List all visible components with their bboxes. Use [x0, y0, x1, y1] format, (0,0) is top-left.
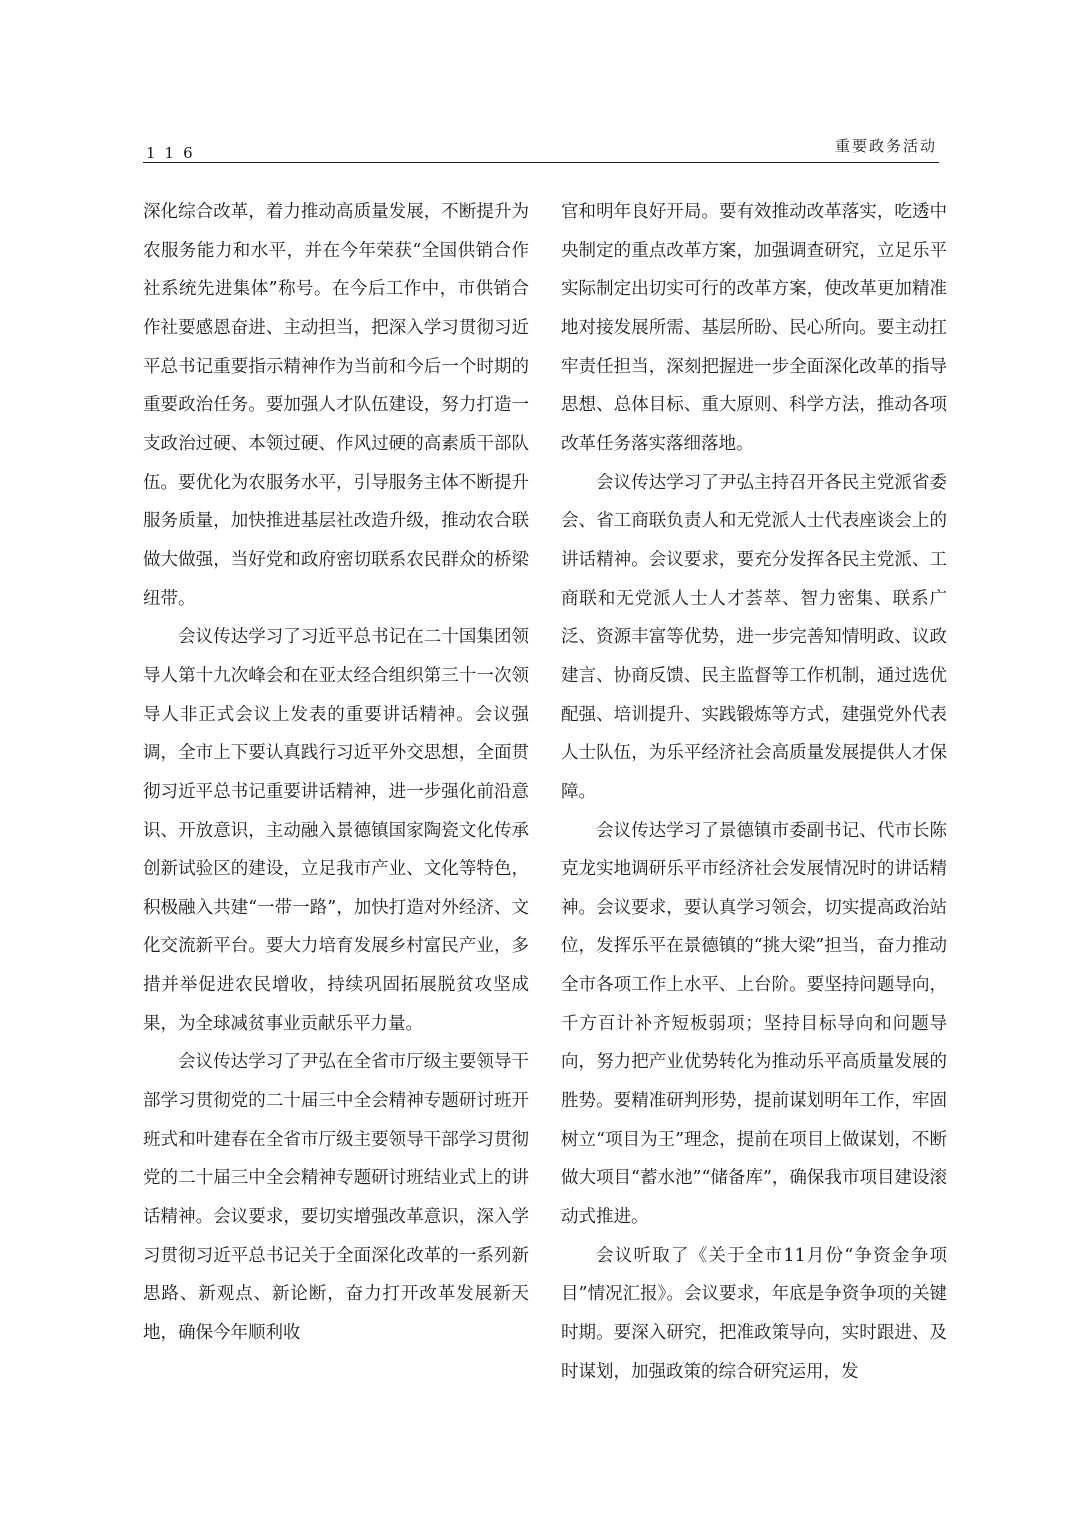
running-header	[143, 134, 939, 163]
section-title: 重要政务活动	[834, 137, 937, 155]
left-column	[143, 193, 529, 1353]
paragraph-democratic-parties: 会议传达学习了尹弘主持召开各民主党派省委会、省工商联负责人和无党派人士代表座谈会上的讲话精神。会议要求，要充分发挥各民主党派、工商联和无党派人士人才荟萃、智力密集、联系广泛、资源丰富等优势，进一步完善知情明政、议政建言、协商反馈、民主监督等工作机制，通过选优配强、培训提升、实践锻炼等方式，建强党外代表人士队伍，为乐平经济社会高质量发展提供人才保障。	[561, 472, 947, 802]
paragraph-funding-report: 会议听取了《关于全市11月份“争资金争项目”情况汇报》。会议要求，年底是争资争项的关键时期。要深入研究，把准政策导向，实时跟进、及时谋划，加强政策的综合研究运用，发	[561, 1245, 947, 1382]
page-number: 116	[146, 144, 202, 162]
paragraph-continued: 深化综合改革，着力推动高质量发展，不断提升为农服务能力和水平，并在今年荣获“全国供销合作社系统先进集体”称号。在今后工作中，市供销合作社要感恩奋进、主动担当，把深入学习贯彻习近平总书记重要指示精神作为当前和今后一个时期的重要政治任务。要加强人才队伍建设，努力打造一支政治过硬、本领过硬、作风过硬的高素质干部队伍。要优化为农服务水平，引导服务主体不断提升服务质量，加快推进基层社改造升级，推动农合联做大做强，当好党和政府密切联系农民群众的桥梁纽带。	[143, 202, 529, 609]
right-column	[561, 193, 947, 1391]
paragraph-g20-apec: 会议传达学习了习近平总书记在二十国集团领导人第十九次峰会和在亚太经合组织第三十一次领导人非正式会议上发表的重要讲话精神。会议强调，全市上下要认真践行习近平外交思想，全面贯彻习近平总书记重要讲话精神，进一步强化前沿意识、开放意识，主动融入景德镇国家陶瓷文化传承创新试验区的建设，立足我市产业、文化等特色，积极融入共建“一带一路”，加快打造对外经济、文化交流新平台。要大力培育发展乡村富民产业，多措并举促进农民增收，持续巩固拓展脱贫攻坚成果，为全球减贫事业贡献乐平力量。	[143, 627, 529, 1034]
paragraph-chen-kelong-visit: 会议传达学习了景德镇市委副书记、代市长陈克龙实地调研乐平市经济社会发展情况时的讲话精神。会议要求，要认真学习领会，切实提高政治站位，发挥乐平在景德镇的“挑大梁”担当，奋力推动全市各项工作上水平、上台阶。要坚持问题导向，千方百计补齐短板弱项；坚持目标导向和问题导向，努力把产业优势转化为推动乐平高质量发展的胜势。要精准研判形势，提前谋划明年工作，牢固树立“项目为王”理念，提前在项目上做谋划，不断做大项目“蓄水池”“储备库”，确保我市项目建设滚动式推进。	[561, 820, 947, 1228]
paragraph-continued: 官和明年良好开局。要有效推动改革落实，吃透中央制定的重点改革方案，加强调查研究，立足乐平实际制定出切实可行的改革方案，使改革更加精准地对接发展所需、基层所盼、民心所向。要主动扛牢责任担当，深刻把握进一步全面深化改革的指导思想、总体目标、重大原则、科学方法，推动各项改革任务落实落细落地。	[561, 202, 947, 454]
paragraph-reform-seminar: 会议传达学习了尹弘在全省市厅级主要领导干部学习贯彻党的二十届三中全会精神专题研讨班开班式和叶建春在全省市厅级主要领导干部学习贯彻党的二十届三中全会精神专题研讨班结业式上的讲话精神。会议要求，要切实增强改革意识，深入学习贯彻习近平总书记关于全面深化改革的一系列新思路、新观点、新论断，奋力打开改革发展新天地，确保今年顺利收	[143, 1052, 529, 1344]
